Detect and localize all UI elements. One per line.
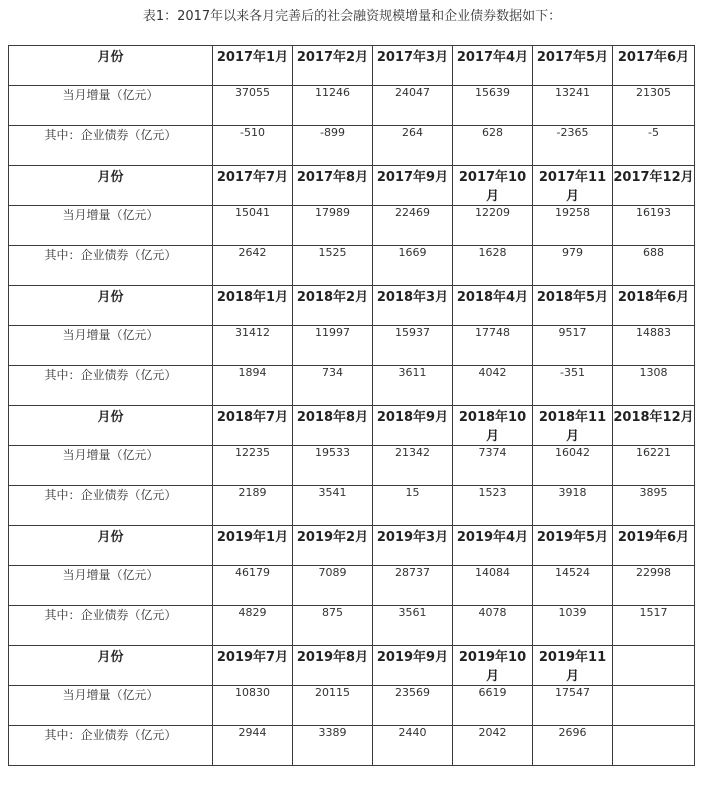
bonds-row — [9, 366, 695, 406]
increase-row-label: 当月增量（亿元） — [9, 326, 213, 366]
month-header-row — [9, 646, 695, 686]
month-header-cell: 2019年10月 — [453, 646, 533, 686]
increase-value-cell: 14084 — [453, 566, 533, 606]
month-header-cell: 2019年5月 — [533, 526, 613, 566]
bonds-value-cell: -5 — [613, 126, 695, 166]
bonds-value-cell: 2944 — [213, 726, 293, 766]
bonds-row — [9, 726, 695, 766]
month-header-cell: 2019年4月 — [453, 526, 533, 566]
increase-row — [9, 326, 695, 366]
bonds-value-cell: 264 — [373, 126, 453, 166]
month-header-cell: 2018年3月 — [373, 286, 453, 326]
bonds-value-cell: 1308 — [613, 366, 695, 406]
increase-value-cell: 31412 — [213, 326, 293, 366]
bonds-value-cell: 1039 — [533, 606, 613, 646]
increase-row-label: 当月增量（亿元） — [9, 206, 213, 246]
bonds-value-cell: 3611 — [373, 366, 453, 406]
bonds-value-cell: 2642 — [213, 246, 293, 286]
increase-value-cell: 15639 — [453, 86, 533, 126]
bonds-value-cell: 4829 — [213, 606, 293, 646]
month-header-cell: 2017年12月 — [613, 166, 695, 206]
increase-value-cell: 6619 — [453, 686, 533, 726]
bonds-value-cell: 628 — [453, 126, 533, 166]
month-header-cell: 2018年10月 — [453, 406, 533, 446]
increase-value-cell: 21305 — [613, 86, 695, 126]
month-header-cell: 2019年3月 — [373, 526, 453, 566]
increase-row — [9, 686, 695, 726]
month-row-label: 月份 — [9, 166, 213, 206]
increase-value-cell: 17989 — [293, 206, 373, 246]
bonds-value-cell: 688 — [613, 246, 695, 286]
bonds-row-label: 其中：企业债券（亿元） — [9, 606, 213, 646]
bonds-row-label: 其中：企业债券（亿元） — [9, 246, 213, 286]
increase-value-cell: 7089 — [293, 566, 373, 606]
increase-value-cell: 17748 — [453, 326, 533, 366]
month-header-cell: 2019年2月 — [293, 526, 373, 566]
month-header-cell: 2017年7月 — [213, 166, 293, 206]
increase-value-cell: 12209 — [453, 206, 533, 246]
increase-row-label: 当月增量（亿元） — [9, 686, 213, 726]
increase-value-cell: 37055 — [213, 86, 293, 126]
increase-value-cell: 7374 — [453, 446, 533, 486]
month-header-row — [9, 46, 695, 86]
month-header-cell: 2018年6月 — [613, 286, 695, 326]
month-row-label: 月份 — [9, 526, 213, 566]
increase-row-label: 当月增量（亿元） — [9, 86, 213, 126]
bonds-row — [9, 126, 695, 166]
increase-row — [9, 206, 695, 246]
increase-row — [9, 86, 695, 126]
increase-row-label: 当月增量（亿元） — [9, 566, 213, 606]
month-header-row — [9, 166, 695, 206]
increase-row — [9, 566, 695, 606]
bonds-value-cell: 3389 — [293, 726, 373, 766]
month-row-label: 月份 — [9, 46, 213, 86]
increase-value-cell: 14883 — [613, 326, 695, 366]
increase-value-cell: 20115 — [293, 686, 373, 726]
bonds-value-cell: 2042 — [453, 726, 533, 766]
month-header-cell: 2018年11月 — [533, 406, 613, 446]
bonds-value-cell: 1523 — [453, 486, 533, 526]
increase-value-cell: 23569 — [373, 686, 453, 726]
increase-value-cell: 10830 — [213, 686, 293, 726]
bonds-value-cell: 734 — [293, 366, 373, 406]
month-header-cell: 2018年4月 — [453, 286, 533, 326]
bonds-value-cell: -510 — [213, 126, 293, 166]
increase-value-cell — [613, 686, 695, 726]
increase-value-cell: 12235 — [213, 446, 293, 486]
month-header-cell: 2017年11月 — [533, 166, 613, 206]
bonds-value-cell: 1525 — [293, 246, 373, 286]
increase-value-cell: 19533 — [293, 446, 373, 486]
month-header-cell: 2018年8月 — [293, 406, 373, 446]
increase-row-label: 当月增量（亿元） — [9, 446, 213, 486]
bonds-row — [9, 246, 695, 286]
month-row-label: 月份 — [9, 406, 213, 446]
bonds-value-cell: 875 — [293, 606, 373, 646]
month-header-cell: 2019年9月 — [373, 646, 453, 686]
bonds-value-cell: 15 — [373, 486, 453, 526]
increase-value-cell: 15937 — [373, 326, 453, 366]
financing-table — [8, 45, 695, 766]
bonds-value-cell: 3561 — [373, 606, 453, 646]
month-header-cell: 2019年8月 — [293, 646, 373, 686]
bonds-value-cell: 979 — [533, 246, 613, 286]
bonds-value-cell: 1894 — [213, 366, 293, 406]
increase-value-cell: 16193 — [613, 206, 695, 246]
month-header-cell: 2019年7月 — [213, 646, 293, 686]
month-header-cell: 2017年2月 — [293, 46, 373, 86]
month-header-cell: 2017年10月 — [453, 166, 533, 206]
increase-value-cell: 19258 — [533, 206, 613, 246]
increase-value-cell: 22998 — [613, 566, 695, 606]
month-header-cell: 2017年1月 — [213, 46, 293, 86]
bonds-value-cell: 1517 — [613, 606, 695, 646]
month-header-cell — [613, 646, 695, 686]
month-header-cell: 2017年3月 — [373, 46, 453, 86]
month-header-row — [9, 286, 695, 326]
bonds-row-label: 其中：企业债券（亿元） — [9, 726, 213, 766]
bonds-row-label: 其中：企业债券（亿元） — [9, 486, 213, 526]
month-row-label: 月份 — [9, 286, 213, 326]
month-header-cell: 2018年7月 — [213, 406, 293, 446]
bonds-row — [9, 606, 695, 646]
increase-value-cell: 21342 — [373, 446, 453, 486]
increase-value-cell: 28737 — [373, 566, 453, 606]
increase-value-cell: 13241 — [533, 86, 613, 126]
month-header-cell: 2018年1月 — [213, 286, 293, 326]
bonds-value-cell: -351 — [533, 366, 613, 406]
bonds-value-cell: 1628 — [453, 246, 533, 286]
table-title: 表1：2017年以来各月完善后的社会融资规模增量和企业债券数据如下： — [142, 9, 562, 24]
bonds-row — [9, 486, 695, 526]
bonds-value-cell: 2696 — [533, 726, 613, 766]
increase-value-cell: 16042 — [533, 446, 613, 486]
increase-value-cell: 22469 — [373, 206, 453, 246]
month-header-cell: 2017年6月 — [613, 46, 695, 86]
bonds-value-cell: 1669 — [373, 246, 453, 286]
bonds-value-cell: 4078 — [453, 606, 533, 646]
table-body — [9, 46, 695, 766]
increase-row — [9, 446, 695, 486]
month-header-cell: 2017年9月 — [373, 166, 453, 206]
bonds-value-cell: -2365 — [533, 126, 613, 166]
month-header-row — [9, 406, 695, 446]
month-header-cell: 2017年8月 — [293, 166, 373, 206]
bonds-value-cell: 3895 — [613, 486, 695, 526]
increase-value-cell: 46179 — [213, 566, 293, 606]
increase-value-cell: 11246 — [293, 86, 373, 126]
bonds-value-cell — [613, 726, 695, 766]
increase-value-cell: 24047 — [373, 86, 453, 126]
month-row-label: 月份 — [9, 646, 213, 686]
bonds-value-cell: -899 — [293, 126, 373, 166]
bonds-row-label: 其中：企业债券（亿元） — [9, 366, 213, 406]
bonds-value-cell: 2189 — [213, 486, 293, 526]
month-header-cell: 2017年5月 — [533, 46, 613, 86]
month-header-row — [9, 526, 695, 566]
month-header-cell: 2019年11月 — [533, 646, 613, 686]
bonds-value-cell: 3918 — [533, 486, 613, 526]
month-header-cell: 2019年1月 — [213, 526, 293, 566]
increase-value-cell: 16221 — [613, 446, 695, 486]
bonds-value-cell: 3541 — [293, 486, 373, 526]
increase-value-cell: 9517 — [533, 326, 613, 366]
bonds-value-cell: 4042 — [453, 366, 533, 406]
month-header-cell: 2018年2月 — [293, 286, 373, 326]
month-header-cell: 2018年5月 — [533, 286, 613, 326]
increase-value-cell: 15041 — [213, 206, 293, 246]
month-header-cell: 2018年9月 — [373, 406, 453, 446]
month-header-cell: 2017年4月 — [453, 46, 533, 86]
bonds-value-cell: 2440 — [373, 726, 453, 766]
increase-value-cell: 14524 — [533, 566, 613, 606]
increase-value-cell: 11997 — [293, 326, 373, 366]
month-header-cell: 2019年6月 — [613, 526, 695, 566]
bonds-row-label: 其中：企业债券（亿元） — [9, 126, 213, 166]
month-header-cell: 2018年12月 — [613, 406, 695, 446]
increase-value-cell: 17547 — [533, 686, 613, 726]
